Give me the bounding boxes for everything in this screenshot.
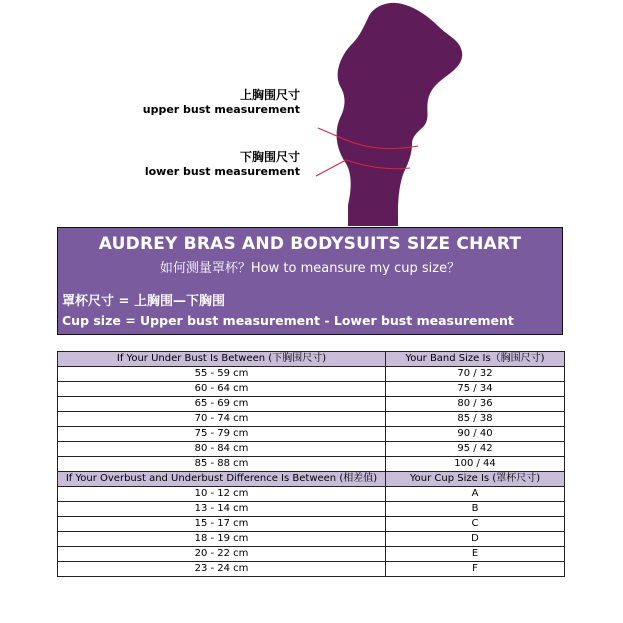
band-table-range-cell: 70 - 74 cm: [58, 412, 386, 427]
cup-table-size-cell: A: [386, 487, 565, 502]
band-size-header: Your Band Size Is（胸围尺寸): [386, 352, 565, 367]
band-table-row: [58, 397, 565, 412]
silhouette-shape: [337, 3, 463, 226]
cup-formula-en: Cup size = Upper bust measurement - Lower bust measurement: [62, 313, 514, 328]
band-table-header-row: [58, 352, 565, 367]
cup-table-range-cell: 20 - 22 cm: [58, 547, 386, 562]
cup-table-size-cell: F: [386, 562, 565, 577]
cup-table-header-row: [58, 472, 565, 487]
cup-table-size-cell: E: [386, 547, 565, 562]
band-table-range-cell: 60 - 64 cm: [58, 382, 386, 397]
band-table-size-cell: 85 / 38: [386, 412, 565, 427]
band-table-row: [58, 442, 565, 457]
cup-table-row: [58, 487, 565, 502]
cup-table-range-cell: 13 - 14 cm: [58, 502, 386, 517]
band-table-row: [58, 427, 565, 442]
chart-subtitle: 如何测量罩杯？How to meansure my cup size？: [159, 261, 461, 276]
overbust-difference-header: If Your Overbust and Underbust Difference Is Between (相差值): [58, 472, 386, 487]
upper-bust-label: [143, 88, 300, 117]
band-table-range-cell: 65 - 69 cm: [58, 397, 386, 412]
band-table-range-cell: 55 - 59 cm: [58, 367, 386, 382]
lower-bust-label-en: lower bust measurement: [144, 165, 300, 178]
cup-table-size-cell: D: [386, 532, 565, 547]
cup-table-range-cell: 23 - 24 cm: [58, 562, 386, 577]
upper-bust-label-en: upper bust measurement: [142, 103, 300, 116]
band-table-row: [58, 367, 565, 382]
cup-table-row: [58, 502, 565, 517]
cup-table-row: [58, 517, 565, 532]
band-table-size-cell: 95 / 42: [386, 442, 565, 457]
cup-table-row: [58, 532, 565, 547]
cup-table-row: [58, 547, 565, 562]
band-table-range-cell: 75 - 79 cm: [58, 427, 386, 442]
band-table-size-cell: 100 / 44: [386, 457, 565, 472]
band-table-size-cell: 70 / 32: [386, 367, 565, 382]
band-table-size-cell: 75 / 34: [386, 382, 565, 397]
cup-table-range-cell: 18 - 19 cm: [58, 532, 386, 547]
cup-table-range-cell: 10 - 12 cm: [58, 487, 386, 502]
lower-bust-label-zh: 下胸围尺寸: [239, 150, 300, 164]
cup-size-header: Your Cup Size Is (罩杯尺寸): [386, 472, 565, 487]
lower-bust-guide-line: [316, 160, 346, 176]
band-table-size-cell: 90 / 40: [386, 427, 565, 442]
under-bust-header: If Your Under Bust Is Between (下胸围尺寸): [58, 352, 386, 367]
upper-bust-label-zh: 上胸围尺寸: [239, 88, 300, 102]
chart-title: AUDREY BRAS AND BODYSUITS SIZE CHART: [98, 234, 522, 254]
band-table-row: [58, 412, 565, 427]
band-table-range-cell: 85 - 88 cm: [58, 457, 386, 472]
size-table: [57, 351, 565, 577]
cup-table-range-cell: 15 - 17 cm: [58, 517, 386, 532]
band-table-row: [58, 457, 565, 472]
body-silhouette: [0, 0, 623, 230]
band-table-row: [58, 382, 565, 397]
band-table-range-cell: 80 - 84 cm: [58, 442, 386, 457]
cup-table-size-cell: B: [386, 502, 565, 517]
size-chart-header: [57, 227, 563, 335]
lower-bust-label: [145, 150, 300, 179]
band-table-size-cell: 80 / 36: [386, 397, 565, 412]
cup-table-row: [58, 562, 565, 577]
cup-formula-zh: 罩杯尺寸 = 上胸围—下胸围: [62, 294, 225, 309]
cup-table-size-cell: C: [386, 517, 565, 532]
